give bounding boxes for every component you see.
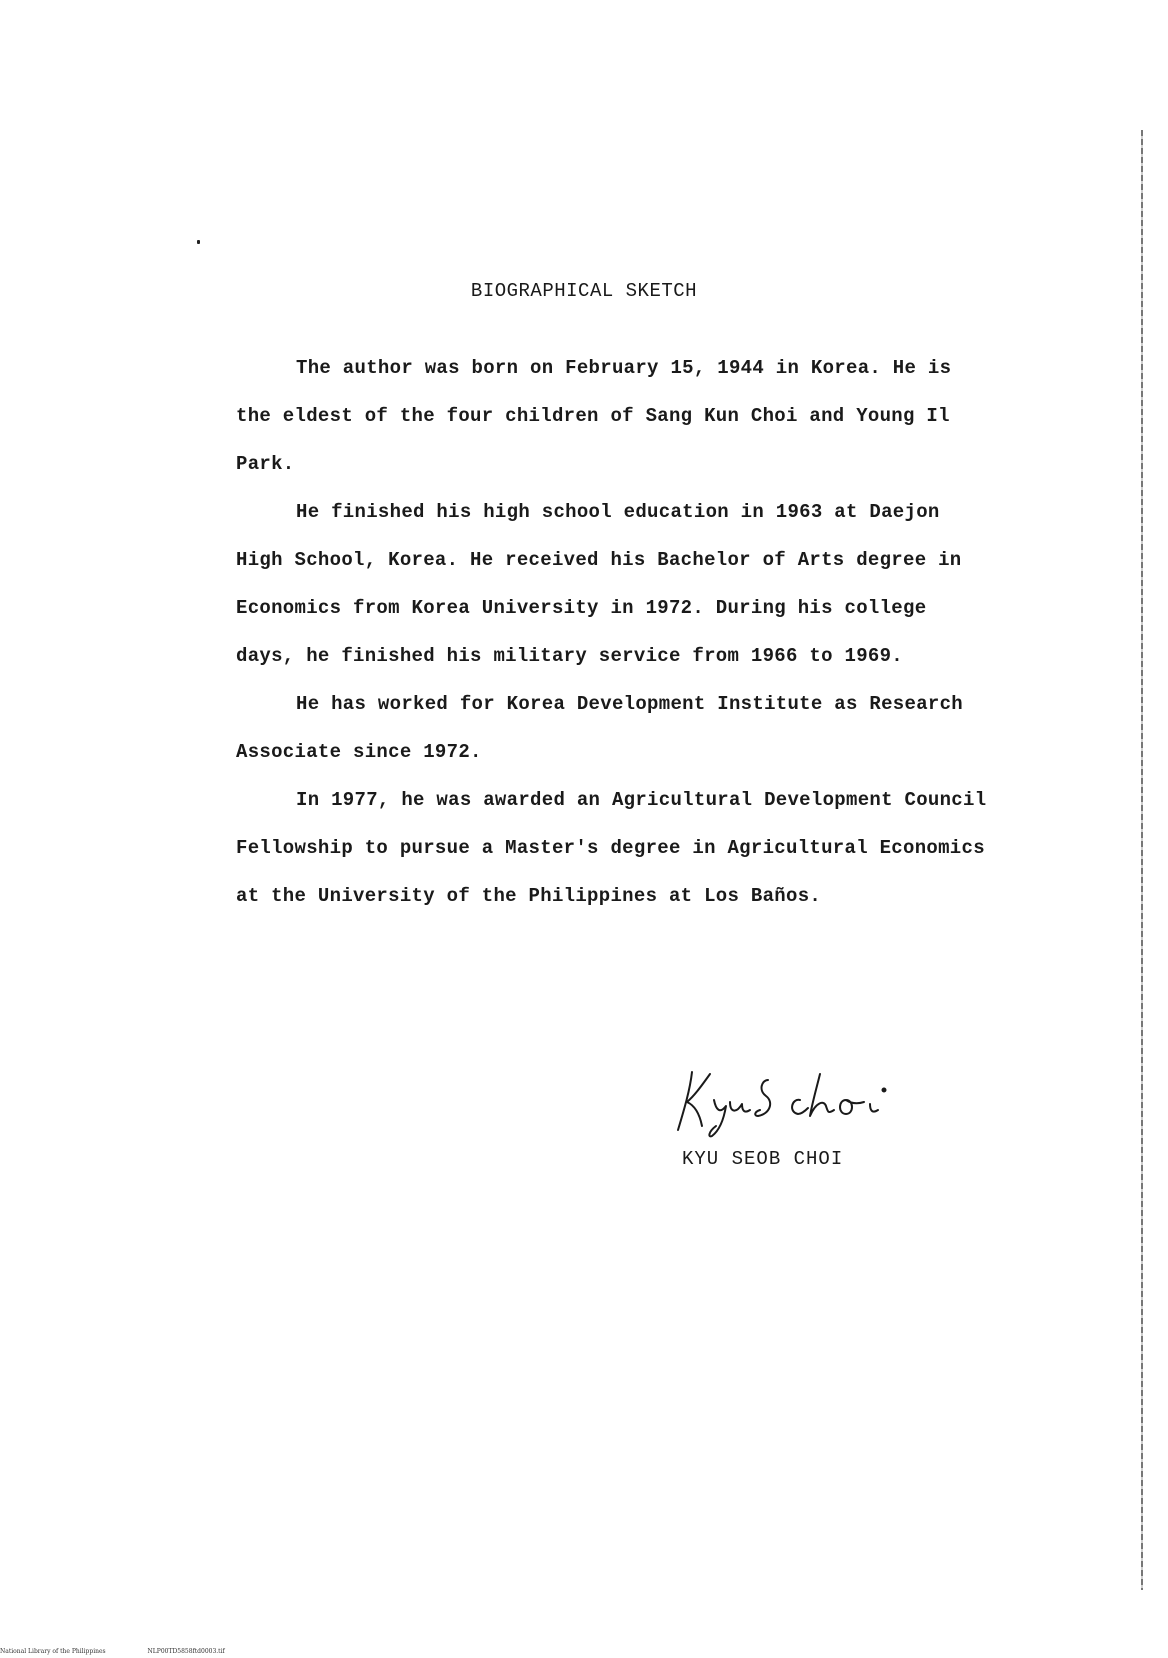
signature-block [670, 1060, 990, 1180]
footer-file-id: NLP00TD5858ftd0003.tif [147, 1648, 225, 1655]
paragraph-fellowship: In 1977, he was awarded an Agricultural Development Council Fellowship to pursue a Master's degree in Agricultural Economics at the University of the Philippines at Los Baños. [236, 789, 987, 907]
document-title: BIOGRAPHICAL SKETCH [470, 280, 698, 302]
scan-speck [197, 240, 200, 244]
paragraph-education: He finished his high school education in 1963 at Daejon High School, Korea. He received his Bachelor of Arts degree in Economics from Korea University in 1972. During his college days, he finished his military service from 1966 to 1969. [236, 501, 962, 667]
signer-name: KYU SEOB CHOI [682, 1148, 844, 1170]
paragraph-work: He has worked for Korea Development Institute as Research Associate since 1972. [236, 693, 964, 763]
handwritten-signature [670, 1060, 960, 1140]
scan-footer [0, 1648, 265, 1655]
paragraph-birth: The author was born on February 15, 1944 in Korea. He is the eldest of the four children of Sang Kun Choi and Young Il Park. [236, 357, 952, 475]
document-body [236, 344, 996, 920]
footer-library: National Library of the Philippines [0, 1648, 106, 1655]
scan-edge-line [1141, 130, 1143, 1590]
